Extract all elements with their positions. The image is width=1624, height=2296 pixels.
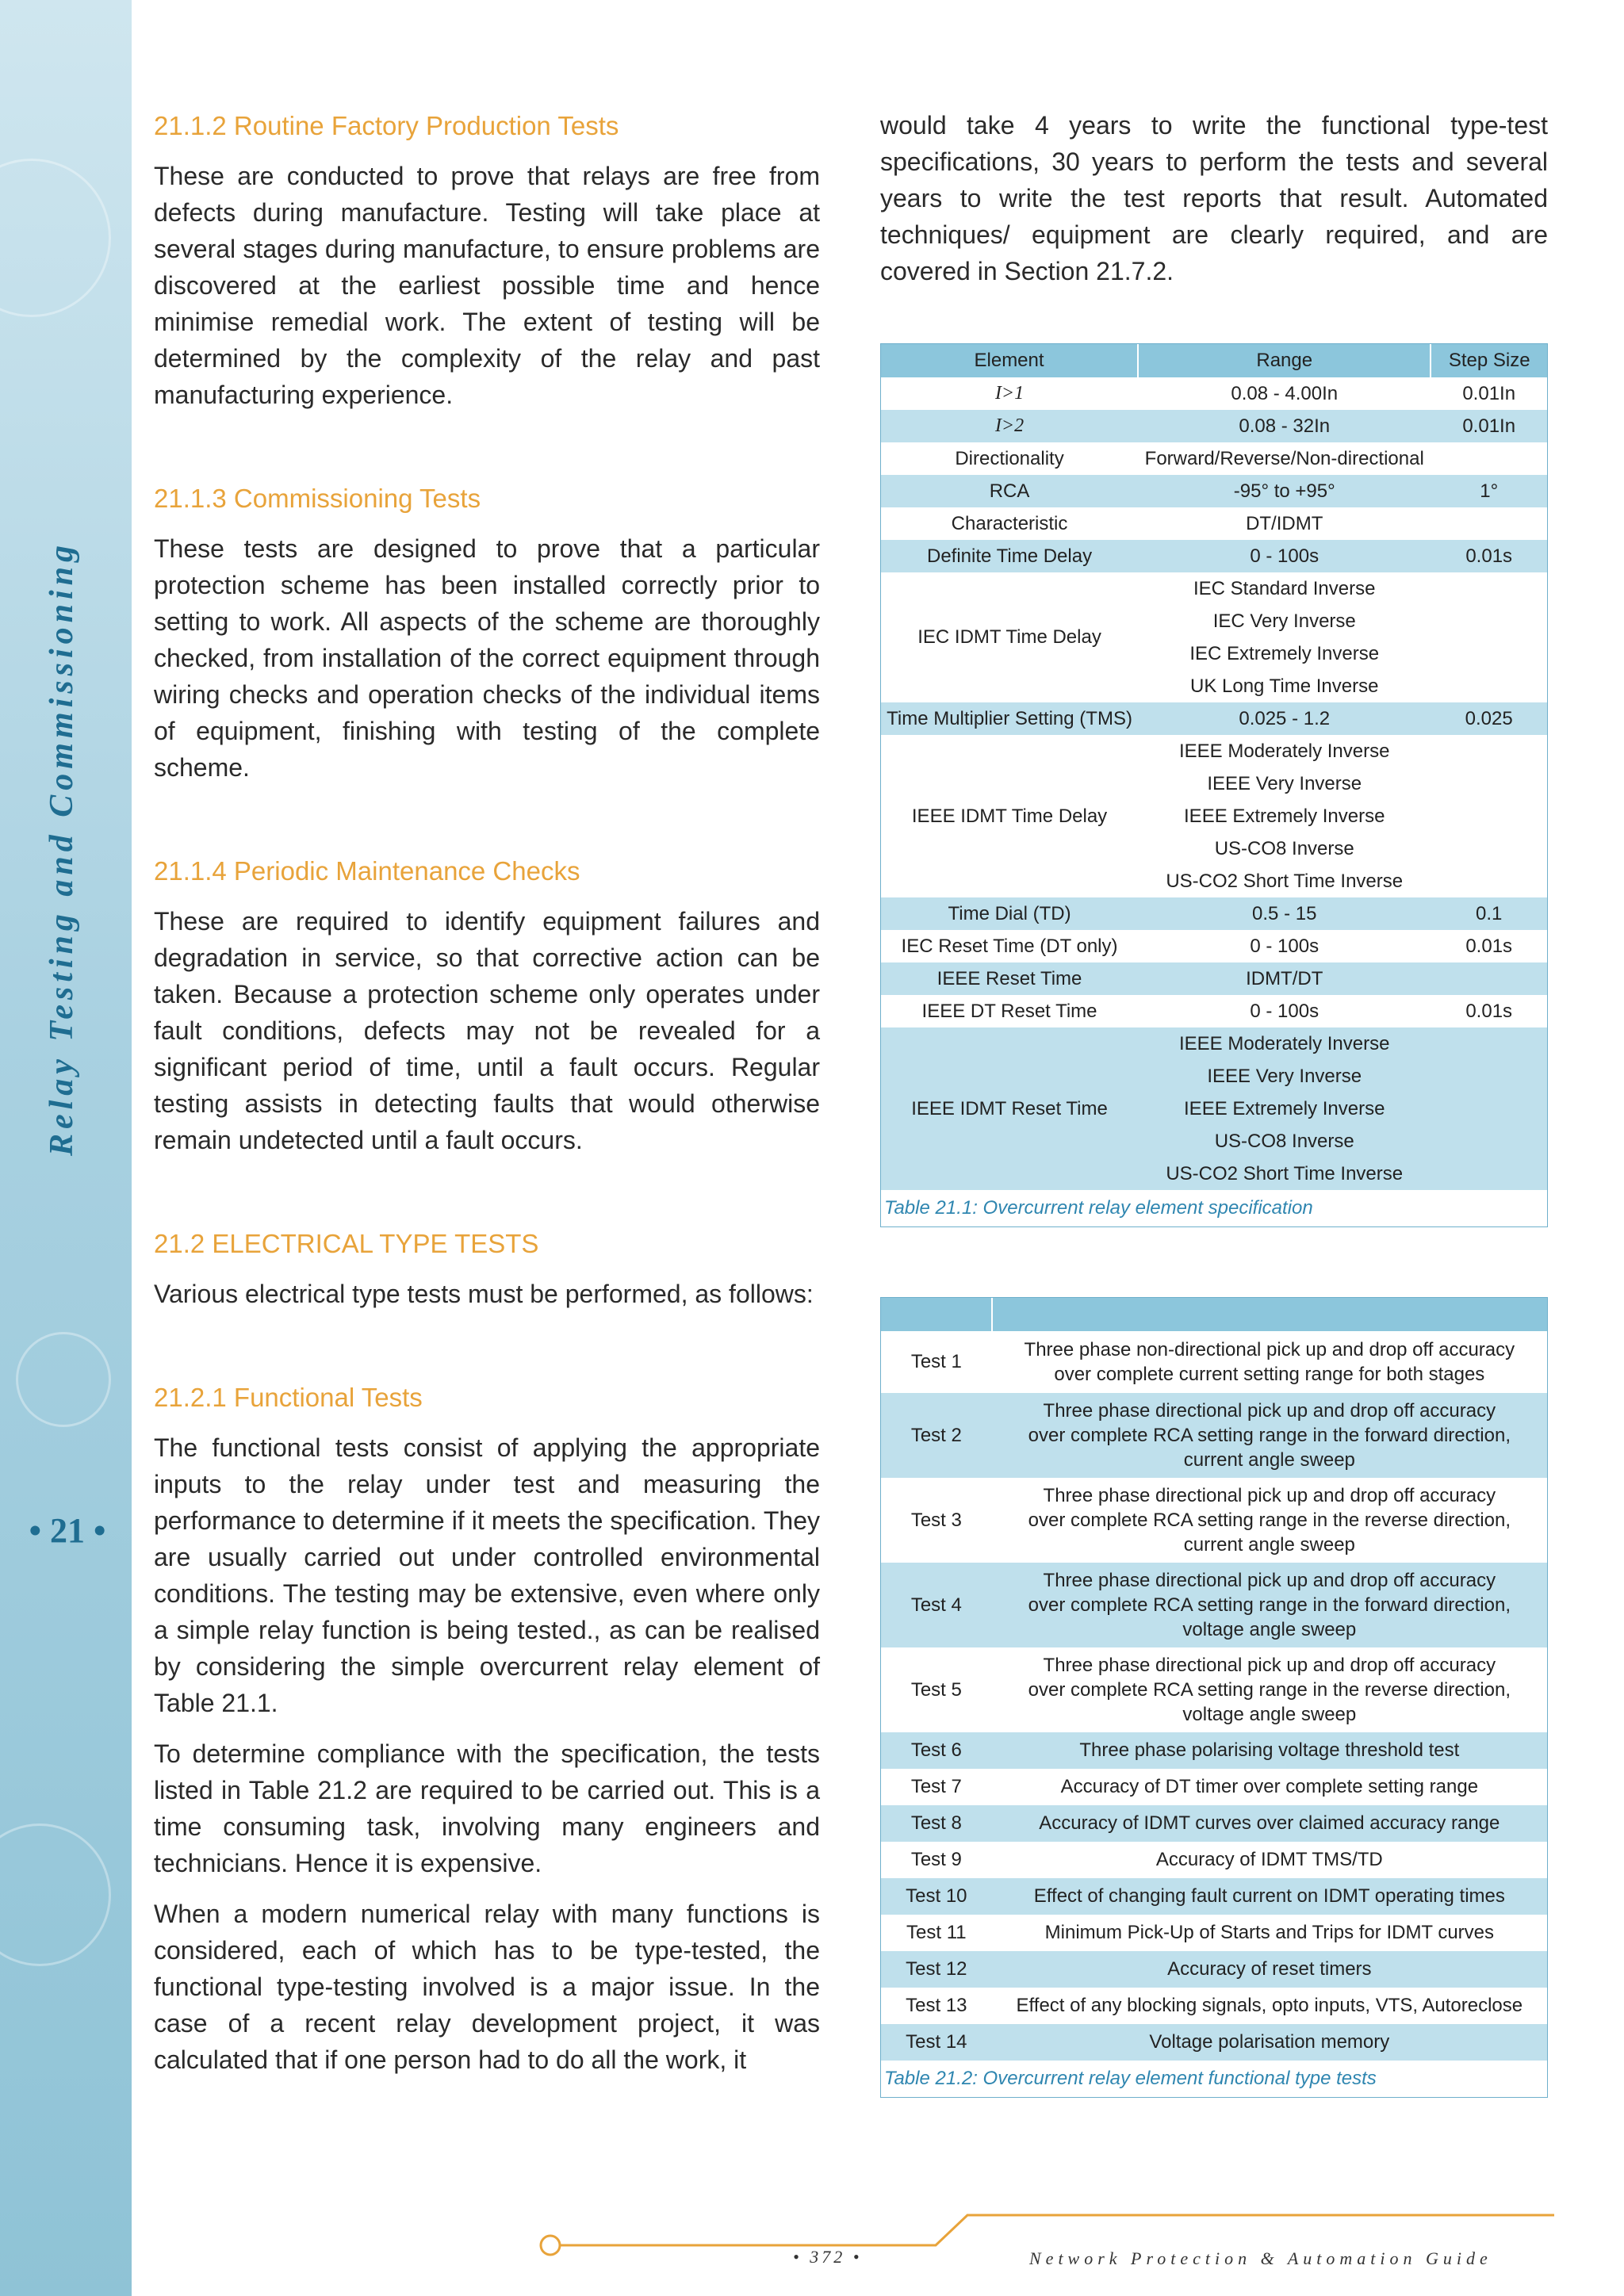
table-cell: Definite Time Delay bbox=[926, 545, 1093, 567]
section-heading-21-1-4: 21.1.4 Periodic Maintenance Checks bbox=[154, 856, 580, 886]
page-number: • 372 • bbox=[793, 2247, 863, 2267]
paragraph: These are conducted to prove that relays are free from defects during manufacture. Testing will take place at several stages during manufacture, to ensure problems are discovered at the earliest possible time and hence minimise remedial work. The extent of testing will be determined by the complexity of the relay and past manufacturing experience. bbox=[154, 162, 820, 409]
table-cell: 0.01s bbox=[1465, 545, 1513, 567]
table-cell: Forward/Reverse/Non-directional bbox=[1144, 447, 1424, 469]
table-row bbox=[881, 377, 1547, 410]
test-id: Test 9 bbox=[910, 1849, 962, 1870]
paragraph: These tests are designed to prove that a particular protection scheme has been installed correctly prior to setting to work. All aspects of the scheme are thoroughly checked, from installation of the correct equipment through wiring checks and operation checks of the individual items of equipment, finishing with testing of the complete scheme. bbox=[154, 534, 820, 782]
table-row bbox=[881, 962, 1547, 995]
table-row bbox=[881, 702, 1547, 735]
test-description: Effect of changing fault current on IDMT operating times bbox=[1033, 1885, 1505, 1907]
table-row bbox=[881, 1805, 1547, 1842]
table-row bbox=[881, 995, 1547, 1027]
table-cell: Time Dial (TD) bbox=[948, 902, 1071, 924]
table-cell: IEEE DT Reset Time bbox=[921, 1000, 1097, 1022]
table-cell: US-CO2 Short Time Inverse bbox=[1166, 870, 1404, 892]
table-cell: 0.1 bbox=[1476, 902, 1503, 924]
table-cell: I>1 bbox=[994, 383, 1025, 404]
test-id: Test 5 bbox=[910, 1678, 962, 1701]
table-row bbox=[881, 1842, 1547, 1878]
table-row bbox=[881, 1732, 1547, 1769]
table-cell: IEEE Extremely Inverse bbox=[1184, 805, 1385, 827]
table-row bbox=[881, 1951, 1547, 1988]
column-header: Step Size bbox=[1448, 350, 1530, 371]
test-description: Accuracy of IDMT TMS/TD bbox=[1155, 1849, 1383, 1870]
test-description: Three phase directional pick up and drop off accuracy over complete RCA setting range in the reverse direction, current angle sweep bbox=[1028, 1485, 1511, 1556]
table-cell: RCA bbox=[989, 480, 1030, 502]
table-caption: Table 21.2: Overcurrent relay element functional type tests bbox=[884, 2068, 1377, 2089]
table-cell: IEC Reset Time (DT only) bbox=[901, 935, 1118, 957]
table-cell: 0.025 - 1.2 bbox=[1239, 707, 1331, 729]
paragraph: These are required to identify equipment failures and degradation in service, so that corrective action can be taken. Because a protection scheme only operates under fault conditions, defects may not be revealed for a significant period of time, until a fault occurs. Regular testing assists in detecting faults that would otherwise remain undetected until a fault occurs. bbox=[154, 907, 820, 1154]
table-row bbox=[881, 1878, 1547, 1915]
footer-circle bbox=[541, 2236, 560, 2255]
table-cell bbox=[1431, 507, 1547, 540]
test-description: Voltage polarisation memory bbox=[1149, 2031, 1390, 2053]
table-header-row bbox=[881, 344, 1547, 377]
table-cell: US-CO2 Short Time Inverse bbox=[1166, 1162, 1404, 1184]
test-id: Test 12 bbox=[906, 1958, 967, 1980]
table-row bbox=[881, 540, 1547, 572]
test-id: Test 4 bbox=[910, 1594, 962, 1616]
left-column bbox=[154, 107, 820, 2078]
table-cell: UK Long Time Inverse bbox=[1190, 675, 1379, 697]
test-id: Test 6 bbox=[910, 1739, 962, 1761]
table-cell: IEEE IDMT Time Delay bbox=[911, 805, 1108, 827]
table-cell: Characteristic bbox=[951, 512, 1068, 534]
section-heading-21-1-3: 21.1.3 Commissioning Tests bbox=[154, 484, 481, 513]
test-id: Test 8 bbox=[910, 1812, 962, 1834]
table-cell: -95° to +95° bbox=[1233, 480, 1335, 502]
footer-rule bbox=[560, 2215, 1554, 2245]
paragraph: To determine compliance with the specification, the tests listed in Table 21.2 are required to be carried out. This is a time consuming task, involving many engineers and technicians. Hence it is expensive. bbox=[154, 1739, 820, 1877]
table-cell: 1° bbox=[1480, 480, 1499, 502]
test-description: Three phase directional pick up and drop off accuracy over complete RCA setting range in the forward direction, voltage angle sweep bbox=[1028, 1570, 1511, 1640]
table-cell: IEC Standard Inverse bbox=[1193, 577, 1376, 599]
test-description: Three phase polarising voltage threshold test bbox=[1079, 1739, 1460, 1761]
table-cell: 0.01In bbox=[1462, 382, 1516, 404]
table-cell: 0.08 - 32In bbox=[1239, 415, 1331, 437]
table-row bbox=[881, 897, 1547, 930]
chapter-number: • 21 • bbox=[29, 1511, 106, 1550]
test-description: Minimum Pick-Up of Starts and Trips for IDMT curves bbox=[1044, 1922, 1495, 1943]
table-cell: IEC Very Inverse bbox=[1212, 610, 1356, 632]
table-21-2 bbox=[880, 1297, 1548, 2098]
test-id: Test 13 bbox=[906, 1995, 967, 2016]
test-id: Test 7 bbox=[910, 1776, 962, 1797]
table-row bbox=[881, 2024, 1547, 2061]
table-caption: Table 21.1: Overcurrent relay element specification bbox=[884, 1197, 1313, 1219]
table-cell: US-CO8 Inverse bbox=[1214, 837, 1354, 859]
paragraph: Various electrical type tests must be performed, as follows: bbox=[154, 1280, 814, 1308]
test-id: Test 3 bbox=[910, 1509, 962, 1531]
table-row bbox=[881, 930, 1547, 962]
section-heading-21-2-1: 21.2.1 Functional Tests bbox=[154, 1383, 423, 1412]
paragraph: The functional tests consist of applying the appropriate inputs to the relay under test and measuring the performance to determine if it meets the specification. They are usually carried out under controlled environmental conditions. The testing may be extensive, even where only a simple relay function is being tested., as can be realised by considering the simple overcurrent relay element of Table 21.1. bbox=[154, 1433, 820, 1717]
table-cell bbox=[1431, 735, 1547, 897]
table-cell: 0.01s bbox=[1465, 935, 1513, 957]
test-id: Test 14 bbox=[906, 2031, 967, 2053]
table-cell: IEEE Reset Time bbox=[936, 967, 1082, 989]
table-cell: 0.01s bbox=[1465, 1000, 1513, 1022]
table-cell: IEEE IDMT Reset Time bbox=[911, 1097, 1108, 1119]
table-cell: 0 - 100s bbox=[1250, 935, 1320, 957]
table-cell: 0.5 - 15 bbox=[1252, 902, 1317, 924]
table-cell: IEC IDMT Time Delay bbox=[917, 626, 1101, 648]
table-cell: IEEE Very Inverse bbox=[1207, 1065, 1362, 1087]
table-cell: 0.01In bbox=[1462, 415, 1516, 437]
table-row bbox=[881, 1393, 1547, 1478]
section-heading-21-1-2: 21.1.2 Routine Factory Production Tests bbox=[154, 111, 619, 140]
table-row bbox=[881, 1647, 1547, 1732]
test-id: Test 1 bbox=[910, 1351, 962, 1372]
test-id: Test 10 bbox=[906, 1885, 967, 1907]
table-row bbox=[881, 1769, 1547, 1805]
table-cell: 0.08 - 4.00In bbox=[1231, 382, 1339, 404]
table-row bbox=[881, 442, 1547, 475]
table-row bbox=[881, 410, 1547, 442]
table-row bbox=[881, 572, 1547, 605]
table-row bbox=[881, 1027, 1547, 1060]
column-header bbox=[881, 1298, 992, 1331]
paragraph: When a modern numerical relay with many functions is considered, each of which has to be type-tested, the functional type-testing involved is a major issue. In the case of a recent relay development project, it was calculated that if one person had to do all the work, it bbox=[154, 1900, 820, 2074]
table-cell: DT/IDMT bbox=[1246, 512, 1323, 534]
table-cell: Directionality bbox=[955, 447, 1064, 469]
table-row bbox=[881, 1331, 1547, 1393]
publication-title: Network Protection & Automation Guide bbox=[1029, 2248, 1492, 2268]
table-cell bbox=[1431, 442, 1547, 475]
table-row bbox=[881, 475, 1547, 507]
column-header bbox=[992, 1298, 1547, 1331]
chapter-title-text: Relay Testing and Commissioning bbox=[44, 540, 80, 1157]
table-cell: IEEE Extremely Inverse bbox=[1184, 1097, 1385, 1119]
table-row bbox=[881, 1915, 1547, 1951]
table-row bbox=[881, 1988, 1547, 2024]
table-cell: IEEE Moderately Inverse bbox=[1179, 740, 1390, 762]
table-cell: 0 - 100s bbox=[1250, 545, 1320, 567]
table-row bbox=[881, 735, 1547, 767]
column-header: Range bbox=[1138, 344, 1431, 377]
test-description: Three phase directional pick up and drop off accuracy over complete RCA setting range in the reverse direction, voltage angle sweep bbox=[1028, 1655, 1511, 1725]
table-cell: US-CO8 Inverse bbox=[1214, 1130, 1354, 1152]
section-heading-21-2: 21.2 ELECTRICAL TYPE TESTS bbox=[154, 1229, 539, 1258]
table-row bbox=[881, 1478, 1547, 1563]
test-id: Test 2 bbox=[910, 1424, 962, 1446]
table-row bbox=[881, 1563, 1547, 1647]
column-header: Element bbox=[881, 344, 1138, 377]
table-cell bbox=[1431, 572, 1547, 702]
table-header-row bbox=[881, 1298, 1547, 1331]
test-description: Three phase non-directional pick up and drop off accuracy over complete current setting range for both stages bbox=[1024, 1339, 1515, 1385]
table-cell: IEEE Very Inverse bbox=[1207, 772, 1362, 794]
test-id: Test 11 bbox=[906, 1922, 967, 1943]
test-description: Accuracy of DT timer over complete setting range bbox=[1060, 1776, 1479, 1797]
test-description: Accuracy of reset timers bbox=[1167, 1958, 1372, 1980]
table-cell bbox=[1431, 962, 1547, 995]
table-cell: 0 - 100s bbox=[1250, 1000, 1320, 1022]
right-column bbox=[880, 107, 1548, 2098]
test-description: Three phase directional pick up and drop off accuracy over complete RCA setting range in the forward direction, current angle sweep bbox=[1028, 1400, 1511, 1471]
table-cell bbox=[1431, 1027, 1547, 1190]
chapter-sidebar bbox=[0, 0, 132, 2296]
table-cell: IEC Extremely Inverse bbox=[1189, 642, 1380, 664]
table-21-1 bbox=[880, 343, 1548, 1227]
table-row bbox=[881, 507, 1547, 540]
table-cell: IEEE Moderately Inverse bbox=[1179, 1032, 1390, 1054]
test-description: Effect of any blocking signals, opto inputs, VTS, Autoreclose bbox=[1016, 1995, 1523, 2016]
table-cell: Time Multiplier Setting (TMS) bbox=[887, 707, 1132, 729]
test-description: Accuracy of IDMT curves over claimed accuracy range bbox=[1039, 1812, 1500, 1834]
table-cell: I>2 bbox=[994, 415, 1025, 436]
table-cell: 0.025 bbox=[1465, 707, 1513, 729]
paragraph: would take 4 years to write the functional type-test specifications, 30 years to perform the tests and several years to write the test reports that result. Automated techniques/ equipment are clearly required, and are covered in Section 21.7.2. bbox=[880, 111, 1548, 285]
table-cell: IDMT/DT bbox=[1246, 967, 1323, 989]
